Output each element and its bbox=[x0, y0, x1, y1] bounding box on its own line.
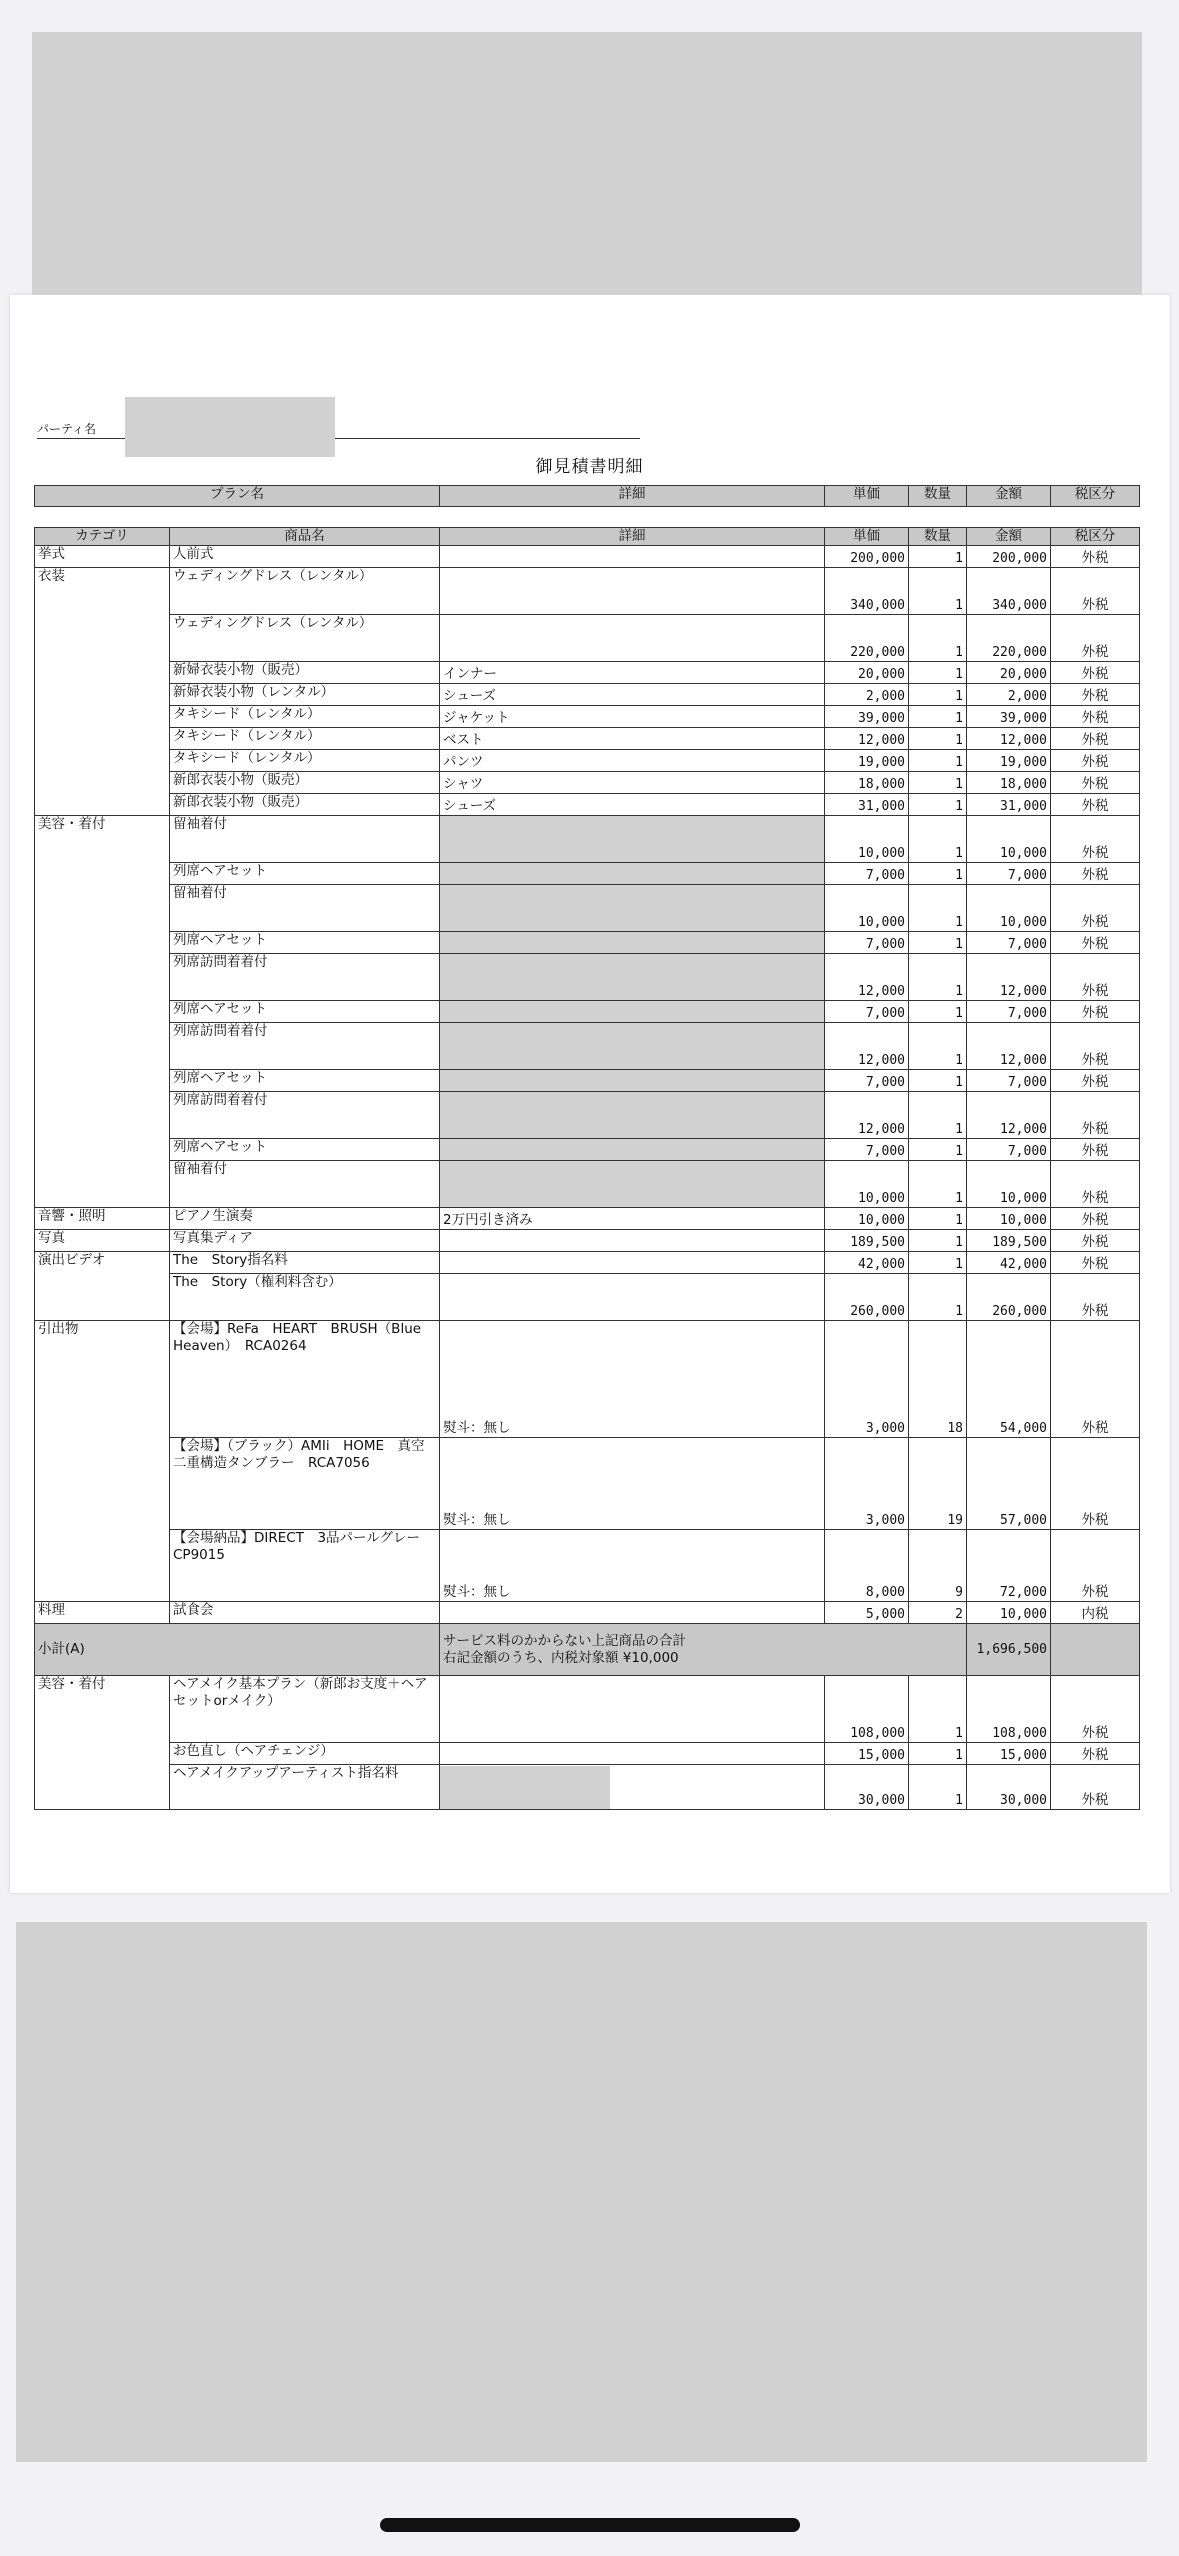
product-name-cell: 留袖着付 bbox=[170, 816, 440, 863]
table-row bbox=[35, 885, 1140, 932]
price-cell: 3,000 bbox=[825, 1438, 909, 1530]
tax-cell: 外税 bbox=[1051, 1023, 1140, 1070]
table-row bbox=[35, 1230, 1140, 1252]
subtotal-row bbox=[35, 1624, 1140, 1676]
detail-cell bbox=[440, 1743, 825, 1765]
table-row bbox=[35, 1530, 1140, 1602]
tax-cell: 外税 bbox=[1051, 615, 1140, 662]
product-name-cell: The Story指名料 bbox=[170, 1252, 440, 1274]
detail-cell bbox=[440, 1602, 825, 1624]
product-name-cell: ヘアメイクアップアーティスト指名料 bbox=[170, 1765, 440, 1810]
amount-cell: 108,000 bbox=[967, 1676, 1051, 1743]
amount-cell: 7,000 bbox=[967, 1070, 1051, 1092]
table-row bbox=[35, 1139, 1140, 1161]
tax-cell: 外税 bbox=[1051, 1765, 1140, 1810]
detail-cell bbox=[440, 1070, 825, 1092]
table-row bbox=[35, 1438, 1140, 1530]
qty-cell: 2 bbox=[909, 1602, 967, 1624]
qty-cell: 1 bbox=[909, 954, 967, 1001]
tax-cell: 外税 bbox=[1051, 1001, 1140, 1023]
amount-cell: 39,000 bbox=[967, 706, 1051, 728]
tax-cell: 外税 bbox=[1051, 1092, 1140, 1139]
detail-cell bbox=[440, 954, 825, 1001]
subtotal-tax-cell bbox=[1051, 1624, 1140, 1676]
amount-cell: 12,000 bbox=[967, 954, 1051, 1001]
table-row bbox=[35, 1070, 1140, 1092]
tax-cell: 外税 bbox=[1051, 546, 1140, 568]
product-name-cell: タキシード（レンタル） bbox=[170, 728, 440, 750]
detail-cell bbox=[440, 885, 825, 932]
amount-cell: 19,000 bbox=[967, 750, 1051, 772]
items-table bbox=[34, 527, 1140, 1810]
price-cell: 31,000 bbox=[825, 794, 909, 816]
price-cell: 12,000 bbox=[825, 1092, 909, 1139]
plan-header-tax: 税区分 bbox=[1051, 486, 1140, 507]
qty-cell: 1 bbox=[909, 568, 967, 615]
table-row bbox=[35, 1001, 1140, 1023]
detail-cell bbox=[440, 1274, 825, 1321]
tax-cell: 外税 bbox=[1051, 794, 1140, 816]
product-name-cell: 列席訪問着着付 bbox=[170, 1023, 440, 1070]
product-name-cell: ウェディングドレス（レンタル） bbox=[170, 615, 440, 662]
table-row bbox=[35, 1252, 1140, 1274]
plan-header-plan: プラン名 bbox=[35, 486, 440, 507]
qty-cell: 1 bbox=[909, 1001, 967, 1023]
price-cell: 18,000 bbox=[825, 772, 909, 794]
price-cell: 19,000 bbox=[825, 750, 909, 772]
tax-cell: 外税 bbox=[1051, 885, 1140, 932]
table-row bbox=[35, 1274, 1140, 1321]
qty-cell: 1 bbox=[909, 1070, 967, 1092]
table-row bbox=[35, 1743, 1140, 1765]
qty-cell: 1 bbox=[909, 794, 967, 816]
price-cell: 8,000 bbox=[825, 1530, 909, 1602]
price-cell: 7,000 bbox=[825, 863, 909, 885]
tax-cell: 外税 bbox=[1051, 750, 1140, 772]
amount-cell: 10,000 bbox=[967, 1161, 1051, 1208]
product-name-cell: 【会場納品】DIRECT 3品パールグレーCP9015 bbox=[170, 1530, 440, 1602]
header-product: 商品名 bbox=[170, 528, 440, 546]
amount-cell: 7,000 bbox=[967, 1139, 1051, 1161]
product-name-cell: 列席ヘアセット bbox=[170, 863, 440, 885]
tax-cell: 外税 bbox=[1051, 863, 1140, 885]
price-cell: 10,000 bbox=[825, 1161, 909, 1208]
header-detail: 詳細 bbox=[440, 528, 825, 546]
product-name-cell: 試食会 bbox=[170, 1602, 440, 1624]
product-name-cell: お色直し（ヘアチェンジ） bbox=[170, 1743, 440, 1765]
qty-cell: 1 bbox=[909, 1139, 967, 1161]
qty-cell: 1 bbox=[909, 932, 967, 954]
price-cell: 200,000 bbox=[825, 546, 909, 568]
detail-cell bbox=[440, 863, 825, 885]
qty-cell: 1 bbox=[909, 662, 967, 684]
price-cell: 189,500 bbox=[825, 1230, 909, 1252]
table-row bbox=[35, 1092, 1140, 1139]
category-cell: 衣装 bbox=[35, 568, 170, 816]
detail-cell: シャツ bbox=[440, 772, 825, 794]
price-cell: 340,000 bbox=[825, 568, 909, 615]
amount-cell: 220,000 bbox=[967, 615, 1051, 662]
table-row bbox=[35, 1602, 1140, 1624]
amount-cell: 20,000 bbox=[967, 662, 1051, 684]
tax-cell: 外税 bbox=[1051, 1139, 1140, 1161]
tax-cell: 内税 bbox=[1051, 1602, 1140, 1624]
product-name-cell: The Story（権利料含む） bbox=[170, 1274, 440, 1321]
plan-header-detail: 詳細 bbox=[440, 486, 825, 507]
table-row bbox=[35, 772, 1140, 794]
detail-cell: 熨斗：無し bbox=[440, 1530, 825, 1602]
redacted-page2 bbox=[16, 1922, 1147, 2462]
category-cell: 写真 bbox=[35, 1230, 170, 1252]
header-category: カテゴリ bbox=[35, 528, 170, 546]
tax-cell: 外税 bbox=[1051, 1208, 1140, 1230]
detail-cell: 熨斗：無し bbox=[440, 1321, 825, 1438]
product-name-cell: 新婦衣装小物（販売） bbox=[170, 662, 440, 684]
detail-cell bbox=[440, 1023, 825, 1070]
amount-cell: 57,000 bbox=[967, 1438, 1051, 1530]
price-cell: 30,000 bbox=[825, 1765, 909, 1810]
qty-cell: 18 bbox=[909, 1321, 967, 1438]
tax-cell: 外税 bbox=[1051, 662, 1140, 684]
qty-cell: 1 bbox=[909, 1676, 967, 1743]
detail-cell: シューズ bbox=[440, 794, 825, 816]
detail-cell bbox=[440, 1161, 825, 1208]
detail-cell bbox=[440, 1139, 825, 1161]
table-row bbox=[35, 1676, 1140, 1743]
detail-cell bbox=[440, 546, 825, 568]
tax-cell: 外税 bbox=[1051, 954, 1140, 1001]
product-name-cell: 列席ヘアセット bbox=[170, 932, 440, 954]
tax-cell: 外税 bbox=[1051, 816, 1140, 863]
price-cell: 5,000 bbox=[825, 1602, 909, 1624]
price-cell: 220,000 bbox=[825, 615, 909, 662]
tax-cell: 外税 bbox=[1051, 1274, 1140, 1321]
tax-cell: 外税 bbox=[1051, 1438, 1140, 1530]
qty-cell: 1 bbox=[909, 816, 967, 863]
tax-cell: 外税 bbox=[1051, 1161, 1140, 1208]
product-name-cell: 列席ヘアセット bbox=[170, 1001, 440, 1023]
table-row bbox=[35, 1023, 1140, 1070]
price-cell: 7,000 bbox=[825, 1070, 909, 1092]
price-cell: 10,000 bbox=[825, 1208, 909, 1230]
qty-cell: 1 bbox=[909, 1092, 967, 1139]
table-row bbox=[35, 615, 1140, 662]
amount-cell: 340,000 bbox=[967, 568, 1051, 615]
redacted-detail bbox=[440, 1766, 610, 1809]
table-row bbox=[35, 863, 1140, 885]
qty-cell: 1 bbox=[909, 1252, 967, 1274]
tax-cell: 外税 bbox=[1051, 932, 1140, 954]
tax-cell: 外税 bbox=[1051, 1252, 1140, 1274]
qty-cell: 1 bbox=[909, 1765, 967, 1810]
category-cell: 美容・着付 bbox=[35, 1676, 170, 1810]
amount-cell: 12,000 bbox=[967, 1023, 1051, 1070]
detail-cell bbox=[440, 568, 825, 615]
price-cell: 3,000 bbox=[825, 1321, 909, 1438]
table-row bbox=[35, 662, 1140, 684]
product-name-cell: ヘアメイク基本プラン（新郎お支度＋ヘアセットorメイク） bbox=[170, 1676, 440, 1743]
category-cell: 美容・着付 bbox=[35, 816, 170, 1208]
product-name-cell: 列席訪問着着付 bbox=[170, 1092, 440, 1139]
qty-cell: 1 bbox=[909, 1230, 967, 1252]
detail-cell bbox=[440, 615, 825, 662]
qty-cell: 1 bbox=[909, 1161, 967, 1208]
detail-cell bbox=[440, 1765, 825, 1810]
tax-cell: 外税 bbox=[1051, 1070, 1140, 1092]
price-cell: 12,000 bbox=[825, 954, 909, 1001]
header-qty: 数量 bbox=[909, 528, 967, 546]
amount-cell: 42,000 bbox=[967, 1252, 1051, 1274]
qty-cell: 1 bbox=[909, 706, 967, 728]
price-cell: 10,000 bbox=[825, 816, 909, 863]
table-row bbox=[35, 1321, 1140, 1438]
amount-cell: 10,000 bbox=[967, 1208, 1051, 1230]
plan-header-amount: 金額 bbox=[967, 486, 1051, 507]
category-cell: 料理 bbox=[35, 1602, 170, 1624]
qty-cell: 1 bbox=[909, 772, 967, 794]
tax-cell: 外税 bbox=[1051, 1530, 1140, 1602]
product-name-cell: タキシード（レンタル） bbox=[170, 706, 440, 728]
subtotal-note bbox=[440, 1624, 967, 1676]
table-row bbox=[35, 568, 1140, 615]
detail-cell: ジャケット bbox=[440, 706, 825, 728]
detail-cell: インナー bbox=[440, 662, 825, 684]
price-cell: 12,000 bbox=[825, 728, 909, 750]
tax-cell: 外税 bbox=[1051, 706, 1140, 728]
tax-cell: 外税 bbox=[1051, 1743, 1140, 1765]
amount-cell: 72,000 bbox=[967, 1530, 1051, 1602]
amount-cell: 10,000 bbox=[967, 816, 1051, 863]
detail-cell: 熨斗：無し bbox=[440, 1438, 825, 1530]
amount-cell: 200,000 bbox=[967, 546, 1051, 568]
qty-cell: 19 bbox=[909, 1438, 967, 1530]
product-name-cell: 写真集ディア bbox=[170, 1230, 440, 1252]
product-name-cell: 列席ヘアセット bbox=[170, 1070, 440, 1092]
amount-cell: 54,000 bbox=[967, 1321, 1051, 1438]
header-amount: 金額 bbox=[967, 528, 1051, 546]
price-cell: 7,000 bbox=[825, 932, 909, 954]
product-name-cell: ピアノ生演奏 bbox=[170, 1208, 440, 1230]
subtotal-note-line1: サービス料のかからない上記商品の合計 bbox=[443, 1632, 686, 1649]
price-cell: 42,000 bbox=[825, 1252, 909, 1274]
detail-cell bbox=[440, 1230, 825, 1252]
product-name-cell: 留袖着付 bbox=[170, 885, 440, 932]
detail-cell: シューズ bbox=[440, 684, 825, 706]
amount-cell: 18,000 bbox=[967, 772, 1051, 794]
table-row bbox=[35, 1208, 1140, 1230]
product-name-cell: 【会場】ReFa HEART BRUSH（Blue Heaven） RCA0264 bbox=[170, 1321, 440, 1438]
table-row bbox=[35, 546, 1140, 568]
product-name-cell: タキシード（レンタル） bbox=[170, 750, 440, 772]
detail-cell bbox=[440, 932, 825, 954]
amount-cell: 7,000 bbox=[967, 1001, 1051, 1023]
table-row bbox=[35, 1765, 1140, 1810]
product-name-cell: 【会場】（ブラック）AMIi HOME 真空二重構造タンブラー RCA7056 bbox=[170, 1438, 440, 1530]
price-cell: 260,000 bbox=[825, 1274, 909, 1321]
detail-cell bbox=[440, 816, 825, 863]
amount-cell: 15,000 bbox=[967, 1743, 1051, 1765]
amount-cell: 31,000 bbox=[967, 794, 1051, 816]
category-cell: 挙式 bbox=[35, 546, 170, 568]
product-name-cell: 列席ヘアセット bbox=[170, 1139, 440, 1161]
price-cell: 15,000 bbox=[825, 1743, 909, 1765]
detail-cell bbox=[440, 1001, 825, 1023]
product-name-cell: 留袖着付 bbox=[170, 1161, 440, 1208]
table-row bbox=[35, 750, 1140, 772]
price-cell: 108,000 bbox=[825, 1676, 909, 1743]
product-name-cell: 新郎衣装小物（販売） bbox=[170, 772, 440, 794]
amount-cell: 12,000 bbox=[967, 728, 1051, 750]
party-name-label: パーティ名 bbox=[37, 422, 97, 436]
table-row bbox=[35, 932, 1140, 954]
qty-cell: 1 bbox=[909, 863, 967, 885]
amount-cell: 7,000 bbox=[967, 932, 1051, 954]
amount-cell: 30,000 bbox=[967, 1765, 1051, 1810]
table-row bbox=[35, 728, 1140, 750]
category-cell: 演出ビデオ bbox=[35, 1252, 170, 1321]
product-name-cell: 新婦衣装小物（レンタル） bbox=[170, 684, 440, 706]
price-cell: 2,000 bbox=[825, 684, 909, 706]
amount-cell: 189,500 bbox=[967, 1230, 1051, 1252]
qty-cell: 9 bbox=[909, 1530, 967, 1602]
table-row bbox=[35, 954, 1140, 1001]
subtotal-note-line2: 右記金額のうち、内税対象額 ¥10,000 bbox=[443, 1649, 679, 1666]
price-cell: 20,000 bbox=[825, 662, 909, 684]
table-row bbox=[35, 1161, 1140, 1208]
qty-cell: 1 bbox=[909, 1023, 967, 1070]
plan-header-price: 単価 bbox=[825, 486, 909, 507]
tax-cell: 外税 bbox=[1051, 684, 1140, 706]
tax-cell: 外税 bbox=[1051, 1230, 1140, 1252]
qty-cell: 1 bbox=[909, 750, 967, 772]
tax-cell: 外税 bbox=[1051, 568, 1140, 615]
qty-cell: 1 bbox=[909, 684, 967, 706]
product-name-cell: 列席訪問着着付 bbox=[170, 954, 440, 1001]
tax-cell: 外税 bbox=[1051, 728, 1140, 750]
product-name-cell: ウェディングドレス（レンタル） bbox=[170, 568, 440, 615]
tax-cell: 外税 bbox=[1051, 1321, 1140, 1438]
tax-cell: 外税 bbox=[1051, 1676, 1140, 1743]
subtotal-amount: 1,696,500 bbox=[967, 1624, 1051, 1676]
price-cell: 7,000 bbox=[825, 1001, 909, 1023]
amount-cell: 260,000 bbox=[967, 1274, 1051, 1321]
category-cell: 音響・照明 bbox=[35, 1208, 170, 1230]
qty-cell: 1 bbox=[909, 1208, 967, 1230]
redacted-party-name bbox=[125, 397, 335, 457]
price-cell: 39,000 bbox=[825, 706, 909, 728]
amount-cell: 2,000 bbox=[967, 684, 1051, 706]
qty-cell: 1 bbox=[909, 1743, 967, 1765]
table-row bbox=[35, 794, 1140, 816]
table-row bbox=[35, 706, 1140, 728]
product-name-cell: 新郎衣装小物（販売） bbox=[170, 794, 440, 816]
category-cell: 引出物 bbox=[35, 1321, 170, 1602]
home-indicator[interactable] bbox=[380, 2518, 800, 2532]
qty-cell: 1 bbox=[909, 546, 967, 568]
qty-cell: 1 bbox=[909, 615, 967, 662]
amount-cell: 10,000 bbox=[967, 885, 1051, 932]
detail-cell bbox=[440, 1676, 825, 1743]
detail-cell bbox=[440, 1092, 825, 1139]
detail-cell bbox=[440, 1252, 825, 1274]
table-row bbox=[35, 684, 1140, 706]
product-name-cell: 人前式 bbox=[170, 546, 440, 568]
header-tax: 税区分 bbox=[1051, 528, 1140, 546]
header-price: 単価 bbox=[825, 528, 909, 546]
qty-cell: 1 bbox=[909, 885, 967, 932]
plan-header-qty: 数量 bbox=[909, 486, 967, 507]
table-row bbox=[35, 816, 1140, 863]
qty-cell: 1 bbox=[909, 1274, 967, 1321]
detail-cell: パンツ bbox=[440, 750, 825, 772]
plan-table bbox=[34, 485, 1140, 507]
subtotal-label: 小計(A) bbox=[35, 1624, 440, 1676]
price-cell: 7,000 bbox=[825, 1139, 909, 1161]
amount-cell: 7,000 bbox=[967, 863, 1051, 885]
amount-cell: 10,000 bbox=[967, 1602, 1051, 1624]
amount-cell: 12,000 bbox=[967, 1092, 1051, 1139]
price-cell: 12,000 bbox=[825, 1023, 909, 1070]
detail-cell: 2万円引き済み bbox=[440, 1208, 825, 1230]
tax-cell: 外税 bbox=[1051, 772, 1140, 794]
document-title: 御見積書明細 bbox=[535, 457, 644, 477]
detail-cell: ベスト bbox=[440, 728, 825, 750]
price-cell: 10,000 bbox=[825, 885, 909, 932]
qty-cell: 1 bbox=[909, 728, 967, 750]
